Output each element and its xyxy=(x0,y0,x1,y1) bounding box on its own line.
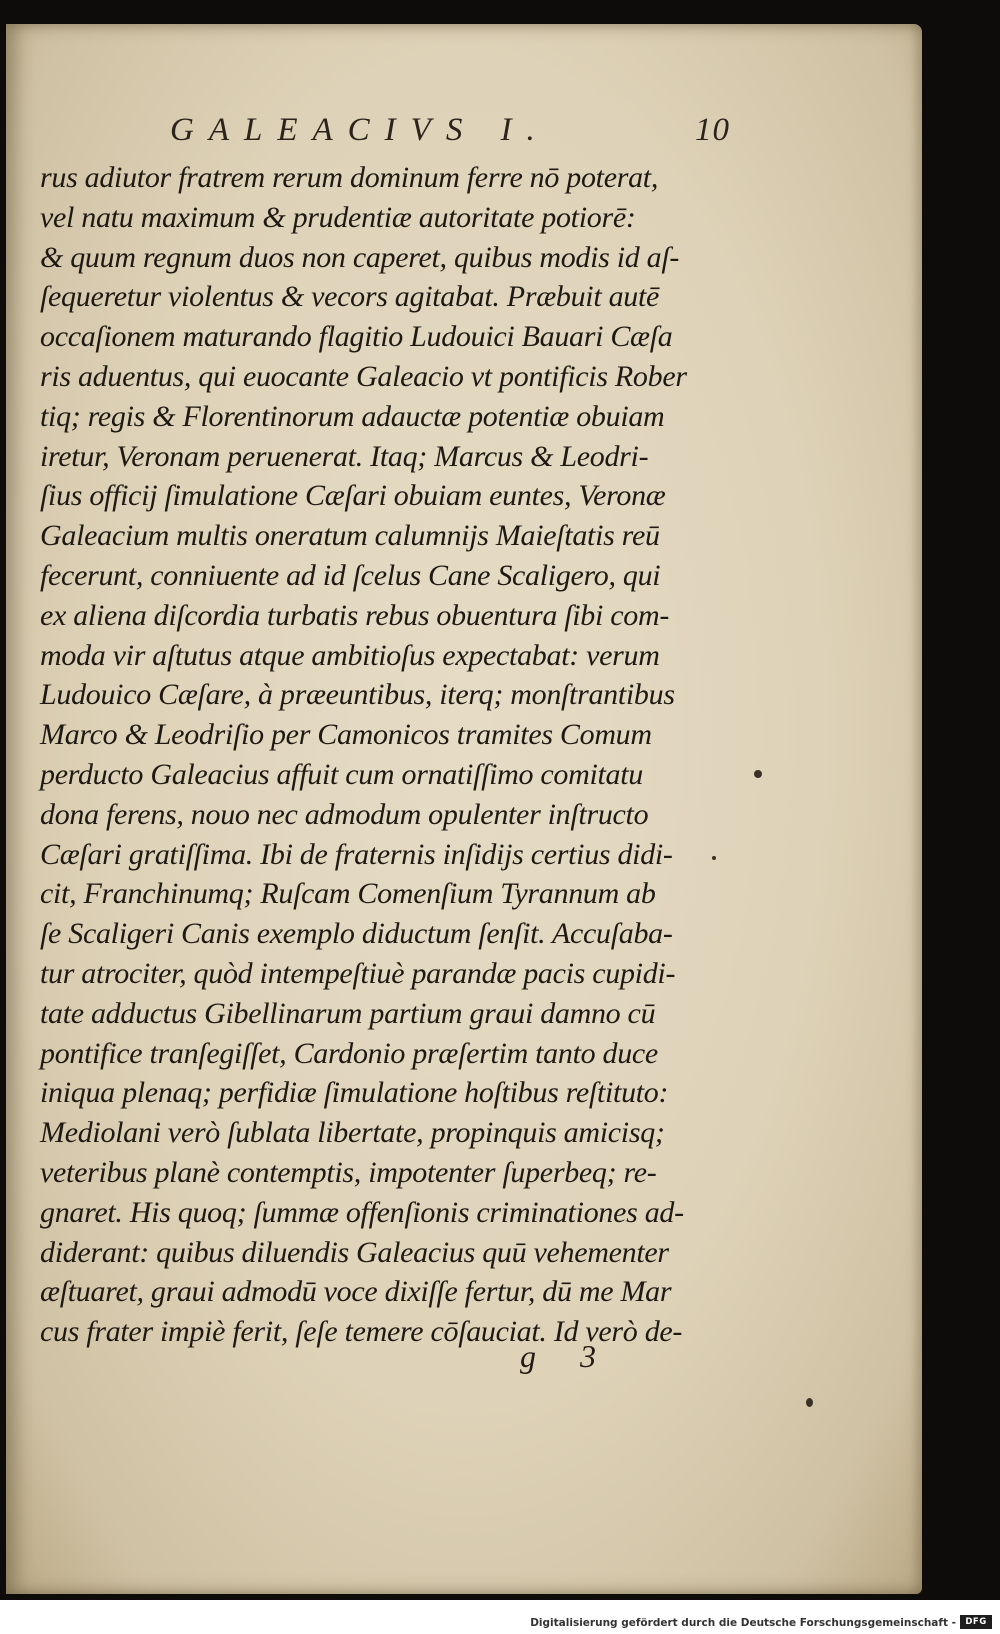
dfg-logo: DFG xyxy=(960,1615,992,1629)
text-line: ſe Scaligeri Canis exemplo diductum ſenſit. Accuſaba- xyxy=(40,917,673,951)
text-line: Mediolani verò ſublata libertate, propinquis amicisq; xyxy=(40,1116,665,1150)
text-line: tiq; regis & Florentinorum adauctæ potentiæ obuiam xyxy=(40,399,665,433)
text-line: pontifice tranſegiſſet, Cardonio præſertim tanto duce xyxy=(40,1036,658,1070)
text-line: iniqua plenaq; perfidiæ ſimulatione hoſtibus reſtituto: xyxy=(40,1076,669,1110)
text-line: Ludouico Cæſare, à præeuntibus, iterq; monſtrantibus xyxy=(40,678,675,712)
text-line: ſequeretur violentus & vecors agitabat. Præbuit autē xyxy=(40,280,660,314)
ink-speck xyxy=(806,1398,813,1407)
page-number: 10 xyxy=(695,112,730,148)
footer-credit: Digitalisierung gefördert durch die Deutsche Forschungsgemeinschaft - xyxy=(530,1617,956,1629)
text-line: tur atrociter, quòd intempeſtiuè parandæ pacis cupidi- xyxy=(40,956,676,990)
text-line: cus frater impiè ferit, ſeſe temere cōſauciat. Id verò de- xyxy=(40,1315,683,1349)
text-line: moda vir aſtutus atque ambitioſus expectabat: verum xyxy=(40,638,660,672)
text-line: & quum regnum duos non caperet, quibus modis id aſ- xyxy=(40,240,680,274)
text-line: iretur, Veronam peruenerat. Itaq; Marcus & Leodri- xyxy=(40,439,649,473)
running-title: GALEACIVS I. xyxy=(170,112,550,148)
text-line: ris aduentus, qui euocante Galeacio vt pontificis Rober xyxy=(40,359,687,393)
text-line: veteribus planè contemptis, impotenter ſuperbeq; re- xyxy=(40,1155,657,1189)
text-line: gnaret. His quoq; ſummæ offenſionis criminationes ad- xyxy=(40,1195,684,1229)
running-head xyxy=(170,112,730,152)
text-line: vel natu maximum & prudentiæ autoritate potiorē: xyxy=(40,200,636,234)
text-line: tate adductus Gibellinarum partium graui damno cū xyxy=(40,996,656,1030)
text-line: perducto Galeacius affuit cum ornatiſſimo comitatu xyxy=(40,757,643,791)
text-line: ex aliena diſcordia turbatis rebus obuentura ſibi com- xyxy=(40,598,670,632)
text-line: dona ferens, nouo nec admodum opulenter inſtructo xyxy=(40,797,649,831)
text-line: Cæſari gratiſſima. Ibi de fraternis inſidijs certius didi- xyxy=(40,837,673,871)
text-line: diderant: quibus diluendis Galeacius quū vehementer xyxy=(40,1235,669,1269)
body-text xyxy=(40,158,720,1352)
text-line: fecerunt, conniuente ad id ſcelus Cane Scaligero, qui xyxy=(40,558,661,592)
signature-mark: g 3 xyxy=(520,1338,614,1374)
text-line: occaſionem maturando flagitio Ludouici Bauari Cæſa xyxy=(40,320,673,354)
text-line: ſius officij ſimulatione Cæſari obuiam euntes, Veronæ xyxy=(40,479,666,513)
text-line: Galeacium multis oneratum calumnijs Maieſtatis reū xyxy=(40,519,660,553)
ink-speck xyxy=(754,770,762,778)
text-line: Marco & Leodriſio per Camonicos tramites Comum xyxy=(40,718,652,752)
text-line: cit, Franchinumq; Ruſcam Comenſium Tyrannum ab xyxy=(40,877,656,911)
text-line: rus adiutor fratrem rerum dominum ferre nō poterat, xyxy=(40,161,659,194)
text-line: æſtuaret, graui admodū voce dixiſſe fertur, dū me Mar xyxy=(40,1275,672,1309)
